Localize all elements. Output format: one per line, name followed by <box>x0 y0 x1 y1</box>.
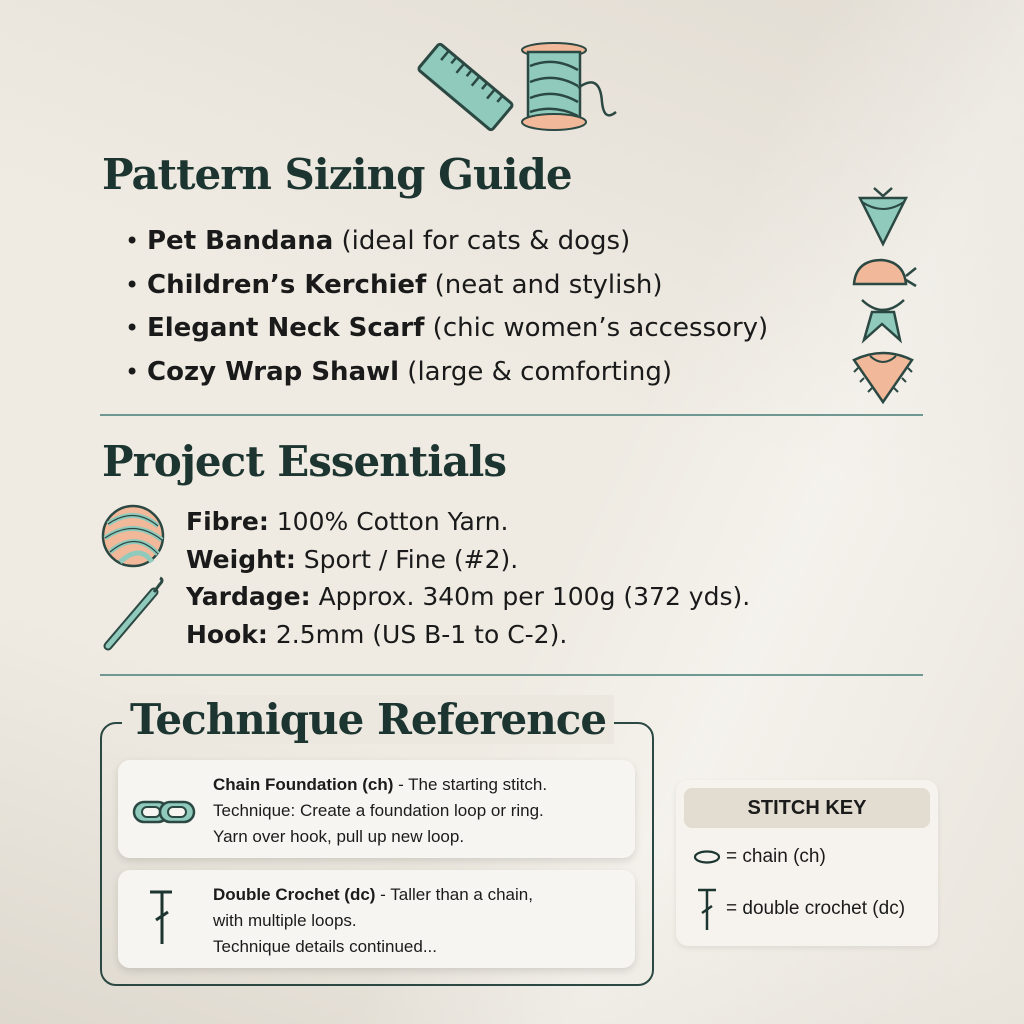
thread-spool-icon <box>522 43 616 130</box>
sizing-guide-title: Pattern Sizing Guide <box>102 150 572 199</box>
card-name: Chain Foundation (ch) <box>213 775 394 794</box>
item-name: Pet Bandana <box>147 226 334 256</box>
item-desc: (chic women’s accessory) <box>424 313 769 343</box>
card-text: - Taller than a chain, <box>375 885 533 904</box>
essentials-list <box>186 503 750 653</box>
ruler-icon <box>418 43 513 131</box>
stitch-key-panel <box>676 780 938 946</box>
list-item <box>186 503 750 541</box>
item-desc: (ideal for cats & dogs) <box>333 226 631 256</box>
key-row-chain <box>692 846 826 868</box>
chain-links-icon <box>132 790 196 834</box>
list-item <box>125 220 768 264</box>
item-label: Yardage: <box>186 582 311 611</box>
sizing-list <box>125 220 768 394</box>
list-item <box>186 578 750 616</box>
card-name: Double Crochet (dc) <box>213 885 376 904</box>
item-label: Weight: <box>186 544 296 574</box>
card-text: - The starting stitch. <box>393 775 548 794</box>
technique-card-dc <box>118 870 635 968</box>
double-crochet-symbol-icon <box>132 886 196 946</box>
section-divider <box>100 674 923 676</box>
list-item <box>186 616 750 654</box>
garment-icons <box>848 182 918 407</box>
item-desc: (large & comforting) <box>399 356 672 387</box>
list-item <box>125 351 768 395</box>
item-label: Fibre: <box>186 507 269 536</box>
essentials-icons <box>98 500 172 660</box>
item-name: Elegant Neck Scarf <box>147 313 425 343</box>
item-value: Approx. 340m per 100g (372 yds). <box>310 582 751 611</box>
double-crochet-symbol-icon <box>692 886 722 932</box>
key-dc-text: = double crochet (dc) <box>726 898 906 920</box>
item-label: Hook: <box>186 619 268 649</box>
card-text: Technique details continued... <box>213 937 437 956</box>
list-item <box>125 264 768 308</box>
card-text: with multiple loops. <box>213 911 357 930</box>
technique-title: Technique Reference <box>122 695 614 744</box>
yarn-ball-icon <box>103 506 163 566</box>
key-row-dc <box>692 886 905 932</box>
stitch-key-title: STITCH KEY <box>684 788 930 828</box>
item-name: Cozy Wrap Shawl <box>147 356 400 387</box>
card-line <box>213 772 625 798</box>
item-name: Children’s Kerchief <box>147 269 427 300</box>
card-line <box>213 882 625 908</box>
item-desc: (neat and stylish) <box>426 269 663 300</box>
card-text: Technique: Create a foundation loop or ring. <box>213 801 544 820</box>
card-text: Yarn over hook, pull up new loop. <box>213 827 465 846</box>
crochet-hook-icon <box>108 578 162 646</box>
kerchief-icon <box>854 260 916 286</box>
shawl-icon <box>854 353 912 402</box>
list-item <box>125 307 768 351</box>
essentials-title: Project Essentials <box>102 437 506 486</box>
neck-scarf-icon <box>862 300 904 340</box>
pet-bandana-icon <box>860 188 906 244</box>
header-icons <box>410 38 620 138</box>
item-value: 100% Cotton Yarn. <box>268 507 509 536</box>
item-value: 2.5mm (US B-1 to C-2). <box>267 619 568 649</box>
chain-symbol-icon <box>692 849 722 865</box>
list-item <box>186 541 750 579</box>
key-chain-text: = chain (ch) <box>726 846 826 867</box>
item-value: Sport / Fine (#2). <box>295 544 519 574</box>
section-divider <box>100 414 923 416</box>
technique-card-chain <box>118 760 635 858</box>
